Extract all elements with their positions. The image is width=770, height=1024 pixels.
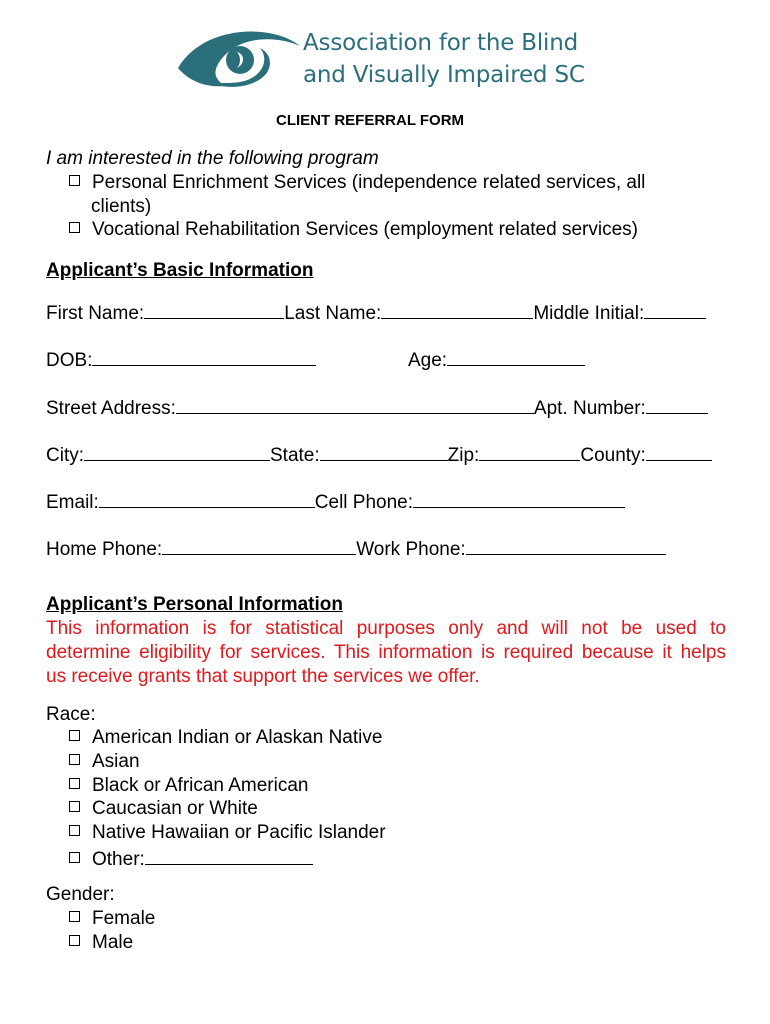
zip-label: Zip: — [447, 445, 480, 466]
checkbox[interactable] — [69, 778, 80, 789]
last-name-field[interactable] — [381, 300, 533, 319]
program-option-vocational[interactable] — [69, 219, 638, 241]
home-phone-field[interactable] — [162, 536, 356, 555]
first-name-label: First Name: — [46, 303, 145, 324]
option-label: Black or African American — [92, 775, 309, 796]
county-field[interactable] — [646, 442, 712, 461]
notice-line1: This information is for statistical purposes only and will not be used to — [46, 618, 726, 639]
option-label: Other: — [92, 849, 145, 870]
race-option[interactable] — [69, 727, 382, 749]
checkbox[interactable] — [69, 222, 80, 233]
city-label: City: — [46, 445, 84, 466]
state-label: State: — [270, 445, 320, 466]
work-phone-label: Work Phone: — [356, 539, 466, 560]
home-phone-label: Home Phone: — [46, 539, 163, 560]
checkbox[interactable] — [69, 730, 80, 741]
first-name-field[interactable] — [144, 300, 284, 319]
state-field[interactable] — [320, 442, 448, 461]
form-title: CLIENT REFERRAL FORM — [276, 112, 465, 129]
phone-row — [46, 536, 666, 561]
race-option-other[interactable] — [69, 846, 313, 871]
checkbox[interactable] — [69, 825, 80, 836]
option-label: Vocational Rehabilitation Services (employment related services) — [92, 219, 638, 240]
county-label: County: — [580, 445, 646, 466]
zip-field[interactable] — [479, 442, 580, 461]
option-label: Male — [92, 932, 134, 953]
dob-row — [46, 347, 316, 372]
race-option[interactable] — [69, 775, 308, 797]
option-label: American Indian or Alaskan Native — [92, 727, 383, 748]
apt-label: Apt. Number: — [533, 398, 646, 419]
option-label: Female — [92, 908, 156, 929]
email-label: Email: — [46, 492, 99, 513]
street-label: Street Address: — [46, 398, 176, 419]
other-race-field[interactable] — [145, 846, 313, 865]
city-field[interactable] — [84, 442, 270, 461]
personal-info-heading: Applicant’s Personal Information — [46, 594, 344, 615]
program-prompt: I am interested in the following program — [46, 148, 379, 169]
checkbox[interactable] — [69, 175, 80, 186]
eye-logo-icon — [174, 28, 302, 92]
option-label: Personal Enrichment Services (independence related services, all — [92, 172, 646, 193]
cell-phone-field[interactable] — [413, 489, 625, 508]
middle-initial-label: Middle Initial: — [533, 303, 645, 324]
checkbox[interactable] — [69, 911, 80, 922]
work-phone-field[interactable] — [466, 536, 666, 555]
race-option[interactable] — [69, 822, 386, 844]
city-row — [46, 442, 712, 467]
gender-label: Gender: — [46, 884, 115, 905]
checkbox[interactable] — [69, 935, 80, 946]
race-label: Race: — [46, 704, 96, 725]
org-name-line2: and Visually Impaired SC — [303, 62, 585, 88]
gender-option[interactable] — [69, 932, 133, 954]
address-row — [46, 395, 708, 420]
option-label: Asian — [92, 751, 140, 772]
age-row — [408, 347, 585, 372]
checkbox[interactable] — [69, 801, 80, 812]
org-name-line1: Association for the Blind — [303, 30, 578, 56]
program-option-personal-enrichment[interactable] — [69, 172, 645, 194]
email-field[interactable] — [99, 489, 315, 508]
dob-field[interactable] — [92, 347, 316, 366]
dob-label: DOB: — [46, 350, 93, 371]
cell-phone-label: Cell Phone: — [314, 492, 414, 513]
basic-info-heading: Applicant’s Basic Information — [46, 260, 314, 281]
middle-initial-field[interactable] — [644, 300, 706, 319]
email-row — [46, 489, 625, 514]
gender-option[interactable] — [69, 908, 155, 930]
last-name-label: Last Name: — [284, 303, 382, 324]
checkbox[interactable] — [69, 852, 80, 863]
age-field[interactable] — [447, 347, 585, 366]
notice-line3: us receive grants that support the services we offer. — [46, 666, 480, 687]
name-row — [46, 300, 706, 325]
apt-field[interactable] — [646, 395, 708, 414]
age-label: Age: — [408, 350, 448, 371]
checkbox[interactable] — [69, 754, 80, 765]
option-label: Caucasian or White — [92, 798, 258, 819]
notice-line2: determine eligibility for services. This information is required because it helps — [46, 642, 726, 663]
race-option[interactable] — [69, 798, 258, 820]
option-label-continued: clients) — [91, 196, 152, 217]
street-field[interactable] — [176, 395, 534, 414]
race-option[interactable] — [69, 751, 140, 773]
option-label: Native Hawaiian or Pacific Islander — [92, 822, 386, 843]
